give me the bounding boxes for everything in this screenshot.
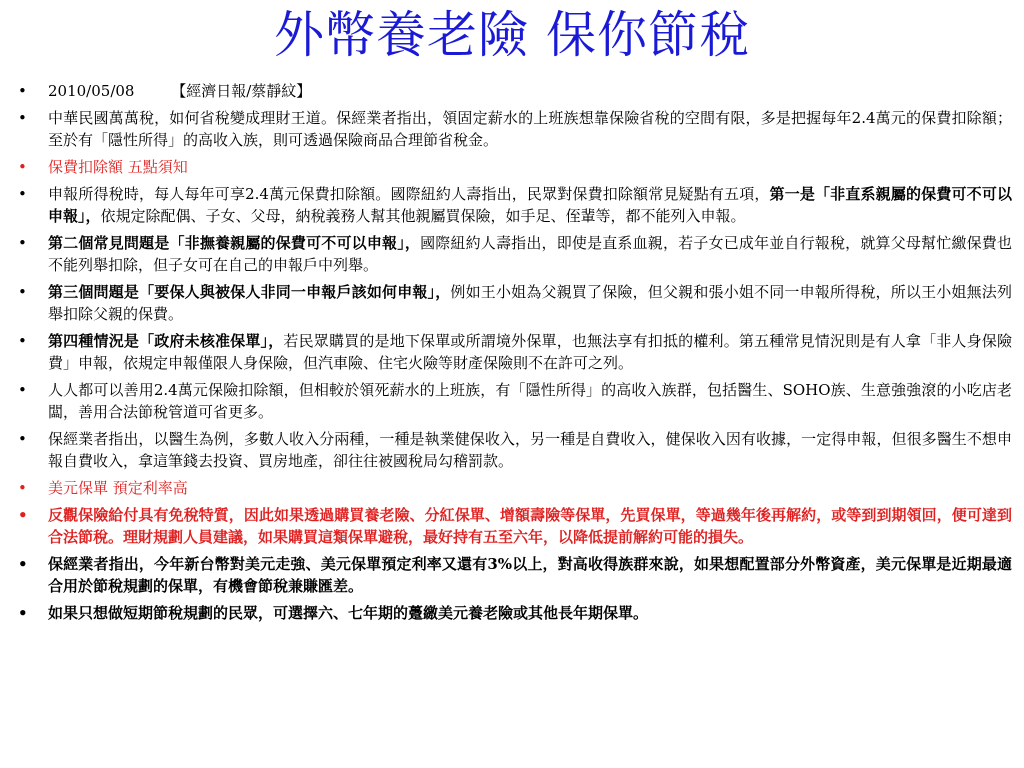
emphasis-text: 第二個常見問題是「非撫養親屬的保費可不可以申報」， <box>48 234 421 252</box>
paragraph-text: 保經業者指出，以醫生為例，多數人收入分兩種，一種是執業健保收入，另一種是自費收入，健保收入因有收據，一定得申報，但很多醫生不想申報自費收入，拿這筆錢去投資、買房地產，卻往往被國稅局勾稽罰款。 <box>48 430 1012 470</box>
section-heading-deduction <box>16 156 1012 178</box>
bullet-icon: • <box>18 332 27 350</box>
paragraph-text: 依規定除配偶、子女、父母，納稅義務人幫其他親屬買保險，如手足、侄輩等，都不能列入申報。 <box>100 207 746 225</box>
article-byline: 【經濟日報/蔡靜紋】 <box>171 82 312 100</box>
list-item-point-3 <box>16 281 1012 325</box>
bullet-icon: • <box>18 506 28 524</box>
emphasis-text: 第四種情況是「政府未核准保單」， <box>48 332 284 350</box>
bullet-list <box>16 80 1012 629</box>
bullet-icon: • <box>18 158 27 176</box>
paragraph-text: 例如王小姐為父親買了保險，但父親和張小姐不同一申報所得稅，所以王小姐無法列舉扣除父親的保費。 <box>48 283 1012 323</box>
section-heading-usd-policy <box>16 477 1012 499</box>
bullet-icon: • <box>18 479 27 497</box>
list-item-tax-free-benefit <box>16 504 1012 548</box>
bullet-icon: • <box>18 430 27 448</box>
bullet-icon: • <box>18 555 28 573</box>
list-item-short-term <box>16 602 1012 624</box>
paragraph-text: 保經業者指出，今年新台幣對美元走強、美元保單預定利率又還有3%以上，對高收得族群來說，如果想配置部分外幣資產，美元保單是近期最適合用於節稅規劃的保單，有機會節稅兼賺匯差。 <box>48 555 1012 595</box>
emphasis-text: 第三個問題是「要保人與被保人非同一申報戶該如何申報」， <box>48 283 451 301</box>
paragraph-text: 中華民國萬萬稅，如何省稅變成理財王道。保經業者指出，領固定薪水的上班族想靠保險省稅的空間有限，多是把握每年2.4萬元的保費扣除額；至於有「隱性所得」的高收入族，則可透過保險商品合理節省稅金。 <box>48 109 1012 149</box>
bullet-icon: • <box>18 234 27 252</box>
list-item-high-income <box>16 379 1012 423</box>
section-heading-text: 保費扣除額 五點須知 <box>48 158 188 176</box>
paragraph-text: 反觀保險給付具有免稅特質，因此如果透過購買養老險、分紅保單、增額壽險等保單，先買保單，等過幾年後再解約，或等到到期領回，便可達到合法節稅。理財規劃人員建議，如果購買這類保單避稅，最好持有五至六年，以降低提前解約可能的損失。 <box>48 506 1012 546</box>
article-date: 2010/05/08 <box>48 82 135 100</box>
paragraph-text: 申報所得稅時，每人每年可享2.4萬元保費扣除額。國際紐約人壽指出，民眾對保費扣除額常見疑點有五項， <box>48 185 770 203</box>
bullet-icon: • <box>18 82 27 100</box>
list-item-intro <box>16 107 1012 151</box>
list-item-point-1 <box>16 183 1012 227</box>
bullet-icon: • <box>18 283 27 301</box>
paragraph-text: 如果只想做短期節稅規劃的民眾，可選擇六、七年期的躉繳美元養老險或其他長年期保單。 <box>48 604 649 622</box>
bullet-icon: • <box>18 109 27 127</box>
bullet-icon: • <box>18 381 27 399</box>
paragraph-text: 人人都可以善用2.4萬元保險扣除額，但相較於領死薪水的上班族，有「隱性所得」的高收入族群，包括醫生、SOHO族、生意強強滾的小吃店老闆，善用合法節稅管道可省更多。 <box>48 381 1012 421</box>
slide-title: 外幣養老險 保你節稅 <box>274 6 750 64</box>
paragraph-text: 國際紐約人壽指出，即使是直系血親，若子女已成年並自行報稅，就算父母幫忙繳保費也不能列舉扣除，但子女可在自己的申報戶中列舉。 <box>48 234 1012 274</box>
section-heading-text: 美元保單 預定利率高 <box>48 479 188 497</box>
list-item-point-2 <box>16 232 1012 276</box>
paragraph-text: 若民眾購買的是地下保單或所謂境外保單，也無法享有扣抵的權利。第五種常見情況則是有人拿「非人身保險費」申報，依規定申報僅限人身保險，但汽車險、住宅火險等財產保險則不在許可之列。 <box>48 332 1012 372</box>
emphasis-text: 第一是「非直系親屬的保費可不可以申報」， <box>48 185 1012 225</box>
list-item-date-byline <box>16 80 1012 102</box>
bullet-icon: • <box>18 185 27 203</box>
list-item-doctor-example <box>16 428 1012 472</box>
list-item-usd-recommendation <box>16 553 1012 597</box>
bullet-icon: • <box>18 604 28 622</box>
list-item-point-4-5 <box>16 330 1012 374</box>
